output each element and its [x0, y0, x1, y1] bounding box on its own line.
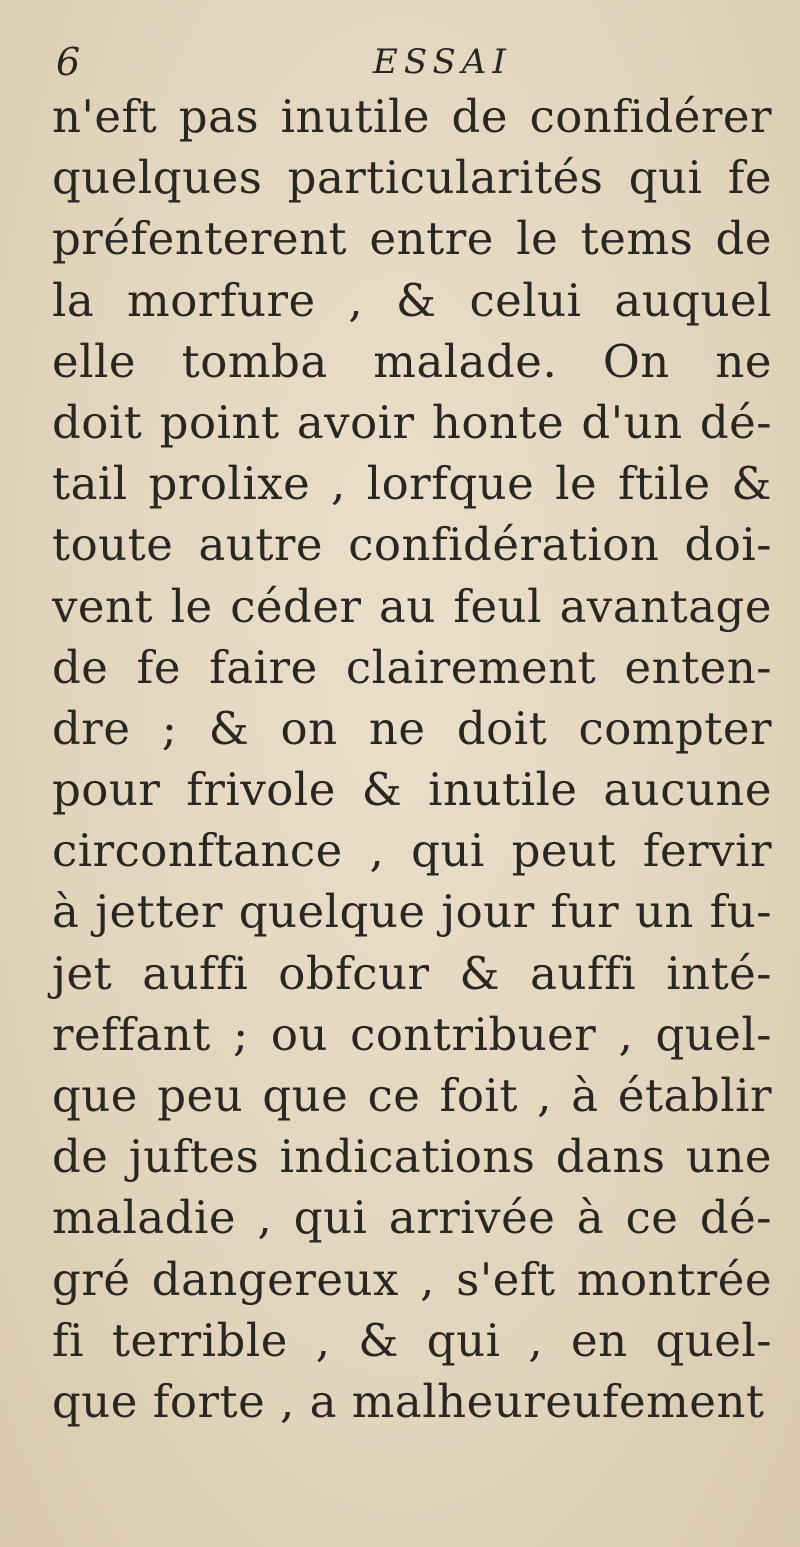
text-line: la morfure , & celui auquel	[52, 273, 772, 327]
text-line: reffant ; ou contribuer , quel-	[52, 1007, 772, 1061]
body-text	[52, 86, 772, 1432]
text-line: pour frivole & inutile aucune	[52, 763, 772, 817]
text-line: circonftance , qui peut fervir	[52, 824, 772, 878]
text-line: vent le céder au feul avantage	[52, 579, 772, 633]
text-line: dre ; & on ne doit compter	[52, 701, 772, 755]
page-header	[48, 38, 608, 86]
text-line: préfenterent entre le tems de	[52, 212, 772, 266]
text-line: maladie , qui arrivée à ce dé-	[52, 1191, 772, 1245]
text-line: que forte , a malheureufement	[52, 1374, 765, 1428]
text-line: n'eft pas inutile de confidérer	[52, 90, 772, 143]
text-line: que peu que ce foit , à établir	[52, 1069, 772, 1122]
text-line: à jetter quelque jour fur un fu-	[52, 885, 772, 939]
running-head: ESSAI	[373, 42, 512, 82]
text-line: doit point avoir honte d'un dé-	[52, 395, 772, 449]
text-line: tail prolixe , lorfque le ftile &	[52, 457, 772, 511]
text-line: fi terrible , & qui , en quel-	[52, 1313, 772, 1367]
page-number: 6	[56, 40, 81, 84]
text-line: toute autre confidération doi-	[52, 518, 772, 572]
text-line: quelques particularités qui fe	[52, 151, 772, 205]
text-line: elle tomba malade. On ne	[52, 334, 772, 388]
text-line: gré dangereux , s'eft montrée	[52, 1252, 772, 1306]
text-line: de juftes indications dans une	[52, 1130, 772, 1184]
text-line: de fe faire clairement enten-	[52, 640, 772, 694]
text-line: jet auffi obfcur & auffi inté-	[52, 946, 772, 1000]
